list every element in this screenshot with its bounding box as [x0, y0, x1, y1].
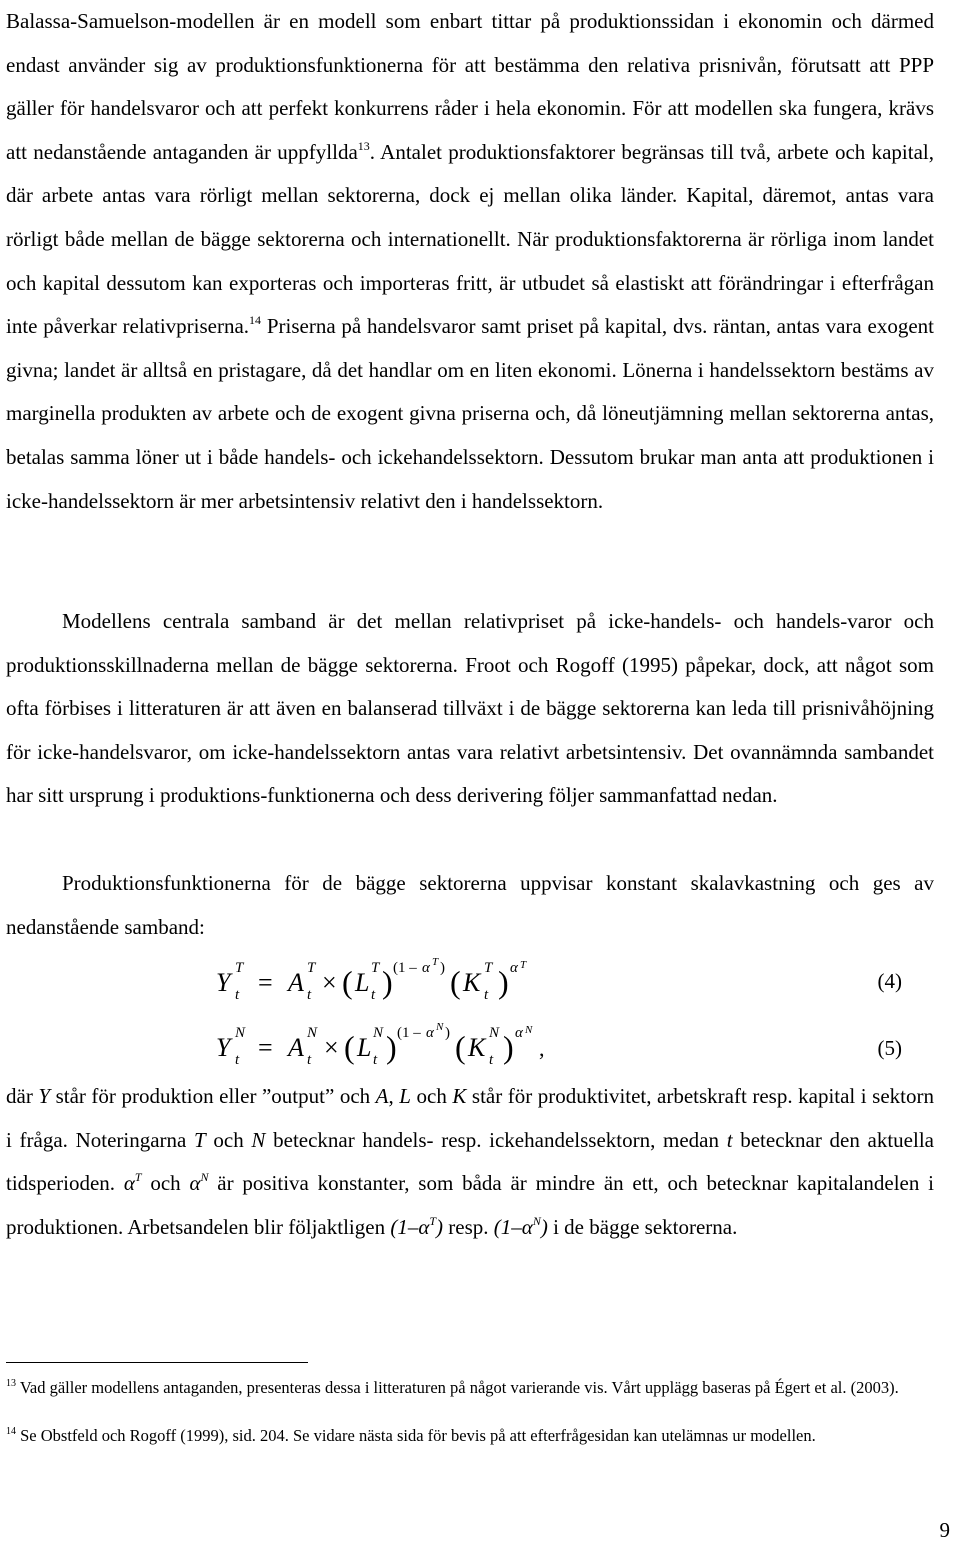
- svg-text:α: α: [515, 1025, 523, 1041]
- footnote-text: Vad gäller modellens antaganden, presenteras dessa i litteraturen på något varierande vis. Vårt upplägg baseras på Égert et al. (2003).: [16, 1378, 899, 1397]
- symbol-t-time: t: [726, 1127, 733, 1152]
- svg-text:(: (: [344, 1029, 355, 1065]
- paragraph-text: är positiva konstanter, som båda är mindre än ett, och betecknar kapitalandelen i produktionen. Arbetsandelen blir följaktligen: [6, 1171, 934, 1239]
- svg-text:t: t: [484, 987, 489, 1003]
- svg-text:N: N: [436, 1021, 444, 1033]
- equation-4: [0, 955, 960, 1015]
- paragraph-text: ,: [388, 1084, 400, 1108]
- svg-text:T: T: [520, 959, 527, 971]
- svg-text:T: T: [307, 960, 316, 976]
- svg-text:L: L: [355, 968, 370, 997]
- paragraph-text: Priserna på handelsvaror samt priset på kapital, dvs. räntan, antas vara exogent givna; landet är alltså en pristagare, då det handlar om en liten ekonomi. Lönerna i handelssektorn bestäms av marginella produkten av arbete och de exogent givna priserna och, då löneutjämning mellan sektorerna antas, betalas samma löner ut i både handels- och ickehandelssektorn. Dessutom brukar man anta att produktionen i icke-handelssektorn är mer arbetsintensiv relativt den i handelssektorn.: [6, 314, 934, 513]
- symbol-superscript: N: [200, 1170, 209, 1185]
- svg-text:α: α: [426, 1025, 434, 1041]
- svg-text:(: (: [455, 1029, 466, 1065]
- svg-text:×: ×: [322, 968, 337, 997]
- equation-number: (4): [877, 969, 902, 993]
- paragraph-text: och: [205, 1127, 252, 1152]
- labor-share-t: (1–α: [390, 1214, 430, 1239]
- symbol-l: L: [399, 1084, 411, 1108]
- equation-number: (5): [877, 1036, 902, 1060]
- svg-text:t: t: [373, 1052, 378, 1068]
- paragraph-text: resp.: [443, 1214, 494, 1239]
- footnote-14: [6, 1424, 956, 1448]
- equation-5: [0, 1020, 960, 1080]
- svg-text:K: K: [463, 968, 481, 997]
- eq5-trailing-comma: ,: [539, 1036, 545, 1061]
- footnote-mark: 14: [6, 1426, 16, 1437]
- paragraph-text: Balassa-Samuelson-modellen är en modell som enbart tittar på produktionssidan i ekonomin och därmed endast använder sig av produktionsfunktionerna för att bestämma den relativa prisnivån, förutsatt att PPP gäller för handelsvaror och att perfekt konkurrens råder i hela ekonomin. För att modellen ska fungera, krävs att nedanstående antaganden är uppfyllda: [6, 9, 934, 164]
- svg-text:Y: Y: [216, 1033, 231, 1062]
- svg-text:=: =: [258, 1033, 273, 1062]
- svg-text:T: T: [371, 960, 380, 976]
- symbol-alpha: α: [123, 1171, 135, 1196]
- svg-text:K: K: [468, 1033, 486, 1062]
- svg-text:L: L: [357, 1033, 372, 1062]
- footnote-ref-13[interactable]: 13: [357, 138, 370, 153]
- paragraph-text: betecknar handels- resp. ickehandelssektorn, medan: [265, 1127, 727, 1152]
- svg-text:): ): [498, 964, 509, 1000]
- svg-text:(: (: [342, 964, 353, 1000]
- svg-text:): ): [445, 1025, 450, 1041]
- paragraph-balassa-samuelson: [6, 0, 934, 523]
- footnote-13: [6, 1376, 956, 1400]
- svg-text:T: T: [484, 960, 493, 976]
- svg-text:t: t: [235, 987, 240, 1003]
- paragraph-text: . Antalet produktionsfaktorer begränsas till två, arbete och kapital, där arbete antas vara rörligt mellan sektorerna, dock ej mellan olika länder. Kapital, däremot, antas vara rörligt både mellan de bägge sektorerna och internationellt. När produktionsfaktorerna är rörliga inom landet och kapital dessutom kan exporteras och importeras fritt, är utbudet så elastiskt att förändringar i efterfrågan inte påverkar relativpriserna.: [6, 139, 934, 339]
- svg-text:(: (: [450, 964, 461, 1000]
- svg-text:N: N: [525, 1024, 533, 1036]
- footnote-ref-14[interactable]: 14: [249, 313, 262, 328]
- paragraph-notation: [6, 1075, 934, 1249]
- svg-text:N: N: [373, 1025, 384, 1041]
- symbol-a: A: [375, 1084, 389, 1108]
- equation-5-formula: [210, 1020, 770, 1080]
- paragraph-text: betecknar den aktuella tidsperioden.: [6, 1127, 934, 1196]
- paragraph-production-functions: [6, 862, 934, 949]
- svg-text:): ): [386, 1029, 397, 1065]
- svg-text:N: N: [307, 1025, 318, 1041]
- footnote-mark: 13: [6, 1378, 16, 1389]
- paragraph-text: Modellens centrala samband är det mellan relativpriset på icke-handels- och handels-varor och produktionsskillnaderna mellan de bägge sektorerna. Froot och Rogoff (1995) påpekar, dock, att något som ofta förbises i litteraturen är att även en balanserad tillväxt i de bägge sektorerna kan leda till prisnivåhöjning för icke-handelsvaror, om icke-handelssektorn antas vara relativt arbetsintensiv. Det ovannämnda sambandet har sitt ursprung i produktions-funktionerna och dess derivering följer sammanfattad nedan.: [6, 609, 934, 808]
- svg-text:N: N: [489, 1025, 500, 1041]
- svg-text:): ): [382, 964, 393, 1000]
- symbol-k: K: [452, 1084, 467, 1108]
- svg-text:t: t: [307, 1052, 312, 1068]
- svg-text:): ): [503, 1029, 514, 1065]
- footnote-separator: [6, 1362, 308, 1363]
- svg-text:(1 –: (1 –: [397, 1025, 421, 1041]
- paragraph-text: står för produktivitet, arbetskraft resp. kapital i sektorn i fråga. Noteringarna: [6, 1084, 934, 1152]
- symbol-superscript: N: [532, 1213, 541, 1228]
- paragraph-text: och: [141, 1171, 190, 1196]
- paragraph-central-relation: [6, 600, 934, 818]
- svg-text:A: A: [288, 968, 304, 997]
- svg-text:α: α: [510, 960, 518, 976]
- symbol-y: Y: [38, 1084, 51, 1108]
- svg-text:T: T: [432, 956, 439, 968]
- paragraph-text: där: [6, 1084, 39, 1108]
- footnote-text: Se Obstfeld och Rogoff (1999), sid. 204. Se vidare nästa sida för bevis på att efterfrågesidan kan utelämnas ur modellen.: [16, 1426, 816, 1445]
- svg-text:t: t: [307, 987, 312, 1003]
- symbol-t-sector: T: [194, 1127, 206, 1152]
- symbol-superscript: T: [429, 1213, 437, 1228]
- symbol-n-sector: N: [251, 1127, 266, 1152]
- svg-text:(1 –: (1 –: [393, 960, 417, 976]
- svg-text:A: A: [288, 1033, 304, 1062]
- page-number: 9: [939, 1518, 950, 1542]
- svg-text:N: N: [235, 1025, 246, 1041]
- equation-4-formula: [210, 955, 770, 1015]
- labor-share-t-close: ): [436, 1214, 444, 1239]
- svg-text:=: =: [258, 968, 273, 997]
- eq4-sup-y: T: [235, 960, 244, 976]
- paragraph-text: och: [410, 1084, 453, 1108]
- svg-text:t: t: [489, 1052, 494, 1068]
- paragraph-text: står för produktion eller ”output” och: [50, 1084, 376, 1108]
- paragraph-text: Produktionsfunktionerna för de bägge sektorerna uppvisar konstant skalavkastning och ges av nedanstående samband:: [6, 871, 934, 939]
- symbol-superscript: T: [134, 1170, 142, 1185]
- svg-text:): ): [440, 960, 445, 976]
- svg-text:t: t: [235, 1052, 240, 1068]
- symbol-alpha: α: [189, 1171, 201, 1196]
- labor-share-n: (1–α: [493, 1214, 533, 1239]
- svg-text:α: α: [422, 960, 430, 976]
- labor-share-n-close: ): [540, 1214, 548, 1239]
- svg-text:t: t: [371, 987, 376, 1003]
- svg-text:×: ×: [324, 1033, 339, 1062]
- svg-text:Y: Y: [216, 968, 231, 997]
- paragraph-text: i de bägge sektorerna.: [547, 1214, 738, 1239]
